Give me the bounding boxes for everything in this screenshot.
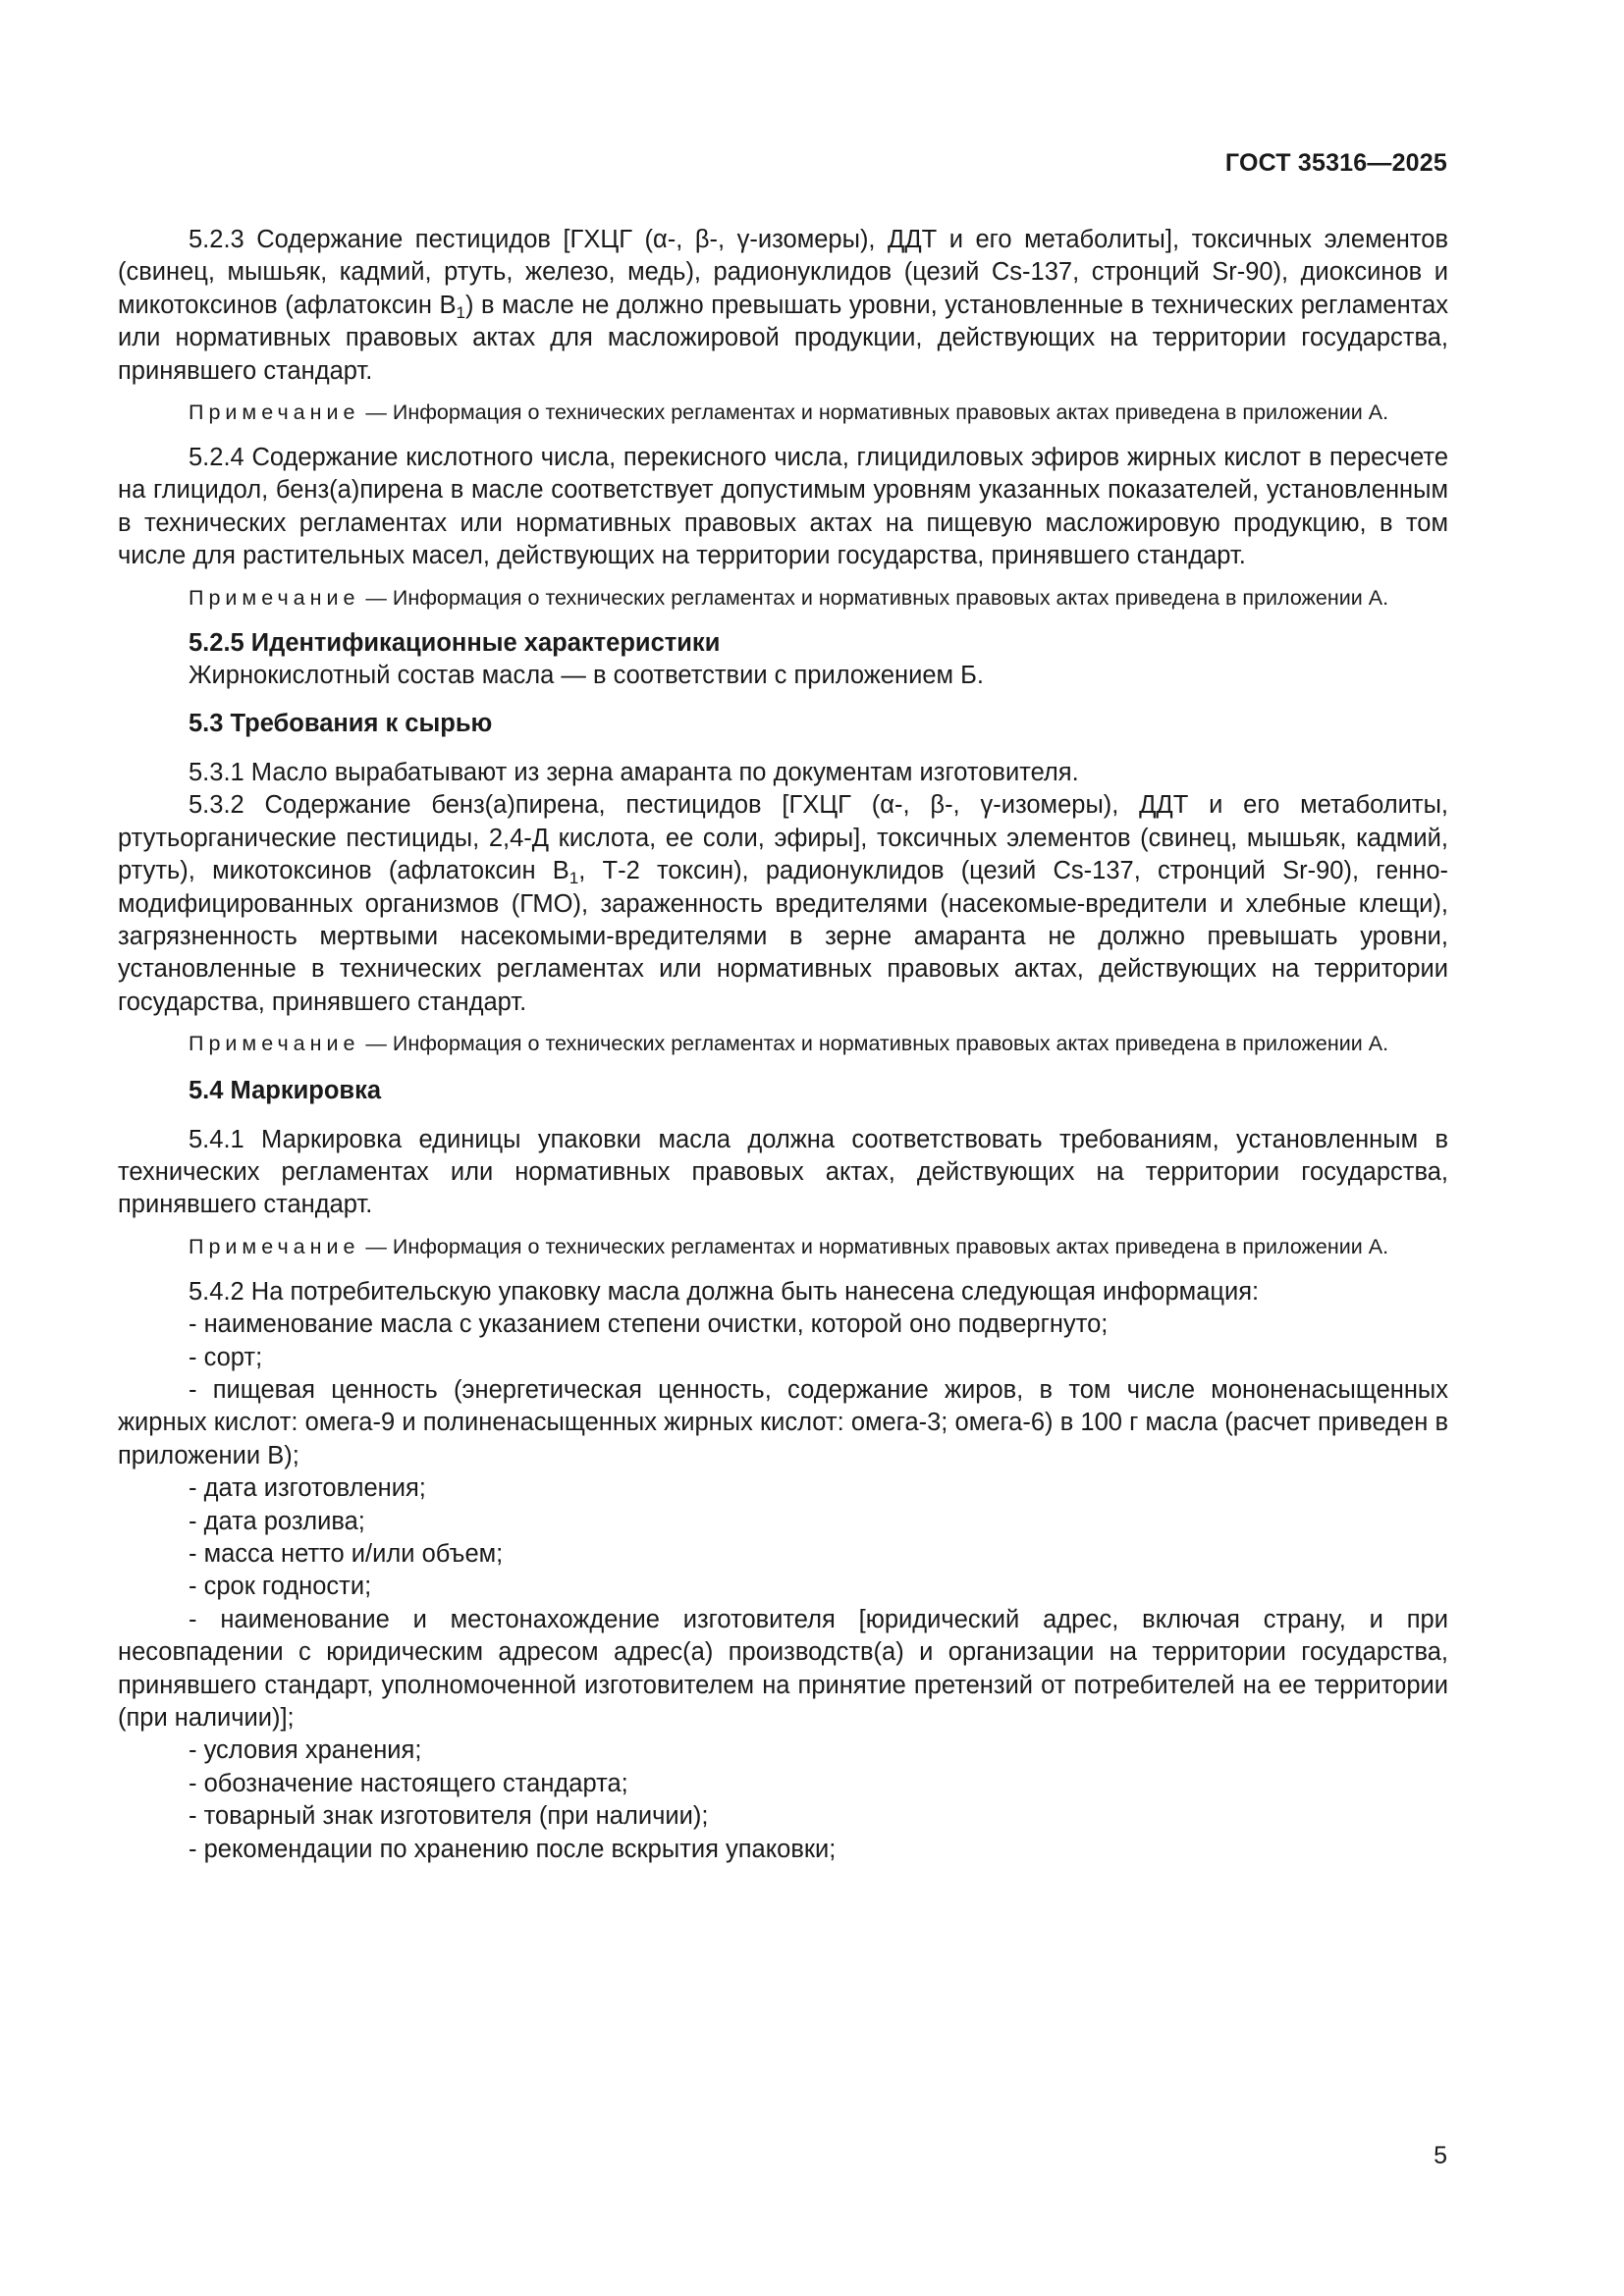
paragraph-5-2-3-text-a: 5.2.3 Содержание пестицидов [ГХЦГ (α-, β-, γ-изомеры), ДДТ и его метаболиты], токсичных элементов (свинец, мышьяк, кадмий, ртуть, железо, медь), радионуклидов (цезий Cs-137, стронций Sr-90), диоксинов и микотоксинов (афлатоксин B	[118, 226, 1448, 319]
paragraph-5-3-2-text-b: , Т-2 токсин), радионуклидов (цезий Cs-137, стронций Sr-90), генно-модифицированных организмов (ГМО), зараженность вредителями (насекомые-вредители и хлебные клещи), загрязненность мертвыми насекомыми-вредителями в зерне амаранта не должно превышать уровни, установленные в технических регламентах или нормативных правовых актах, действующих на территории государства, принявшего стандарт.	[118, 857, 1448, 1016]
note-text: — Информация о технических регламентах и нормативных правовых актах приведена в приложении А.	[359, 400, 1389, 425]
list-item: - пищевая ценность (энергетическая ценность, содержание жиров, в том числе мононенасыщенных жирных кислот: омега-9 и полиненасыщенных жирных кислот: омега-3; омега-6) в 100 г масла (расчет приведен в приложении В);	[118, 1375, 1448, 1469]
note-label: Примечание	[189, 400, 360, 425]
list-item: - дата изготовления;	[189, 1474, 426, 1503]
note-label: Примечание	[189, 1234, 360, 1258]
list-item: - сорт;	[189, 1343, 263, 1371]
note-text: — Информация о технических регламентах и нормативных правовых актах приведена в приложении А.	[359, 1234, 1389, 1258]
list-item: - рекомендации по хранению после вскрытия упаковки;	[189, 1835, 837, 1863]
paragraph-5-4-2: 5.4.2 На потребительскую упаковку масла должна быть нанесена следующая информация:	[189, 1277, 1260, 1306]
heading-5-3: 5.3 Требования к сырью	[189, 710, 493, 738]
note-3	[118, 1031, 1448, 1057]
paragraph-5-2-3	[118, 224, 1448, 388]
paragraph-5-3-1: 5.3.1 Масло вырабатывают из зерна амаранта по документам изготовителя.	[189, 758, 1079, 786]
note-text: — Информация о технических регламентах и нормативных правовых актах приведена в приложении А.	[359, 585, 1389, 610]
paragraph-5-2-3-text-b: ) в масле не должно превышать уровни, установленные в технических регламентах или нормативных правовых актах для масложировой продукции, действующих на территории государства, принявшего стандарт.	[118, 291, 1448, 385]
list-item: - дата розлива;	[189, 1507, 365, 1535]
note-label: Примечание	[189, 585, 360, 610]
document-header: ГОСТ 35316—2025	[1224, 149, 1447, 177]
note-label: Примечание	[189, 1032, 360, 1056]
list-item: - наименование масла с указанием степени очистки, которой оно подвергнуто;	[189, 1310, 1109, 1339]
note-1	[118, 400, 1448, 426]
paragraph-5-2-4: 5.2.4 Содержание кислотного числа, перекисного числа, глицидиловых эфиров жирных кислот в пересчете на глицидол, бенз(а)пирена в масле соответствует допустимым уровням указанных показателей, установленным в технических регламентах или нормативных правовых актах на пищевую масложировую продукцию, в том числе для растительных масел, действующих на территории государства, принявшего стандарт.	[118, 444, 1448, 570]
page-number: 5	[1434, 2142, 1447, 2169]
paragraph-5-3-2-subscript: 1	[568, 869, 579, 888]
list-item: - товарный знак изготовителя (при наличии);	[189, 1802, 709, 1831]
paragraph-5-3-2-text-a: 5.3.2 Содержание бенз(а)пирена, пестицидов [ГХЦГ (α-, β-, γ-изомеры), ДДТ и его метаболиты, ртутьорганические пестициды, 2,4-Д кислота, ее соли, эфиры], токсичных элементов (свинец, мышьяк, кадмий, ртуть), микотоксинов (афлатоксин B	[118, 791, 1448, 885]
list-item: - наименование и местонахождение изготовителя [юридический адрес, включая страну, и при несовпадении с юридическим адресом адрес(а) производств(а) и организации на территории государства, принявшего стандарт, уполномоченной изготовителем на принятие претензий от потребителей на ее территории (при наличии)];	[118, 1605, 1448, 1733]
note-4	[118, 1234, 1448, 1260]
heading-5-4: 5.4 Маркировка	[189, 1077, 382, 1105]
list-item: - условия хранения;	[189, 1736, 422, 1765]
paragraph-5-3-2	[118, 789, 1448, 1019]
paragraph-5-2-3-subscript: 1	[456, 302, 465, 322]
paragraph-5-4-1: 5.4.1 Маркировка единицы упаковки масла должна соответствовать требованиям, установленным в технических регламентах или нормативных правовых актах, действующих на территории государства, принявшего стандарт.	[118, 1125, 1448, 1219]
list-item: - срок годности;	[189, 1573, 372, 1601]
page-content	[118, 224, 1448, 1866]
list-item: - обозначение настоящего стандарта;	[189, 1769, 628, 1797]
heading-5-2-5: 5.2.5 Идентификационные характеристики	[189, 628, 721, 657]
note-2	[118, 585, 1448, 612]
note-text: — Информация о технических регламентах и нормативных правовых актах приведена в приложении А.	[359, 1032, 1389, 1056]
list-item: - масса нетто и/или объем;	[189, 1540, 504, 1568]
paragraph-5-2-5: Жирнокислотный состав масла — в соответствии с приложением Б.	[189, 662, 984, 690]
